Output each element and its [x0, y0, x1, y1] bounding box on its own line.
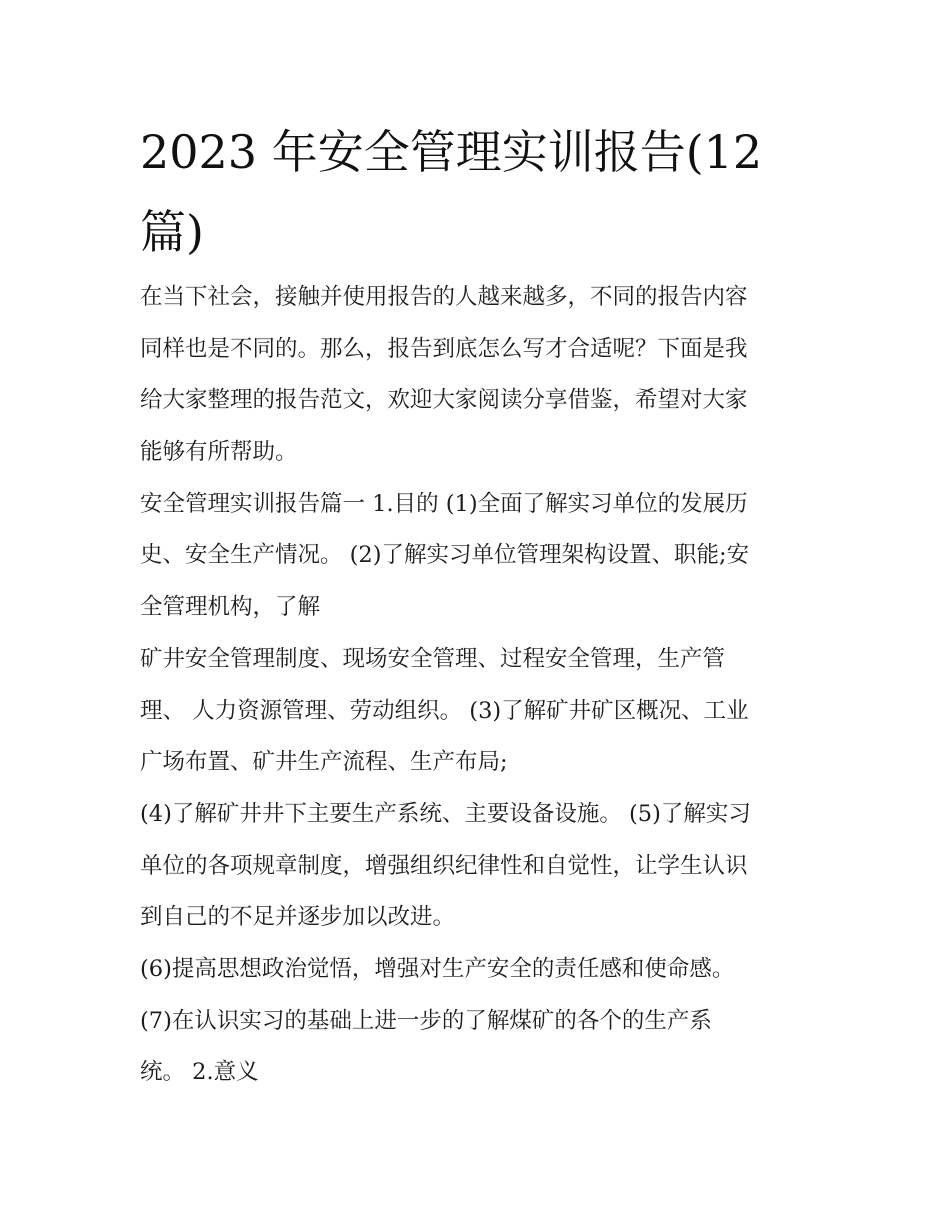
body-line: (7)在认识实习的基础上进一步的了解煤矿的各个的生产系	[140, 1007, 712, 1034]
body-line: (4)了解矿井井下主要生产系统、主要设备设施。 (5)了解实习	[140, 800, 751, 827]
document-body	[140, 272, 830, 1099]
title-line-1: 2023 年安全管理实训报告(12	[140, 125, 763, 179]
body-line: 广场布置、矿井生产流程、生产布局;	[140, 749, 508, 776]
document-title	[140, 112, 820, 272]
body-line: 单位的各项规章制度，增强组织纪律性和自觉性，让学生认识	[140, 852, 748, 879]
body-line: 能够有所帮助。	[140, 439, 298, 466]
body-line: 安全管理实训报告篇一 1.目的 (1)全面了解实习单位的发展历	[140, 490, 748, 517]
body-line: 统。 2.意义	[140, 1059, 259, 1086]
body-line: (6)提高思想政治觉悟，增强对生产安全的责任感和使命感。	[140, 955, 735, 982]
body-line: 矿井安全管理制度、现场安全管理、过程安全管理，生产管	[140, 645, 726, 672]
body-line: 给大家整理的报告范文，欢迎大家阅读分享借鉴，希望对大家	[140, 387, 748, 414]
body-line: 理、 人力资源管理、劳动组织。 (3)了解矿井矿区概况、工业	[140, 697, 749, 724]
body-line: 同样也是不同的。那么，报告到底怎么写才合适呢？下面是我	[140, 335, 748, 362]
body-line: 全管理机构，了解	[140, 594, 321, 621]
body-line: 史、安全生产情况。 (2)了解实习单位管理架构设置、职能;安	[140, 542, 750, 569]
title-line-2: 篇)	[140, 205, 204, 259]
body-line: 到自己的不足并逐步加以改进。	[140, 904, 456, 931]
body-line: 在当下社会，接触并使用报告的人越来越多，不同的报告内容	[140, 284, 748, 310]
